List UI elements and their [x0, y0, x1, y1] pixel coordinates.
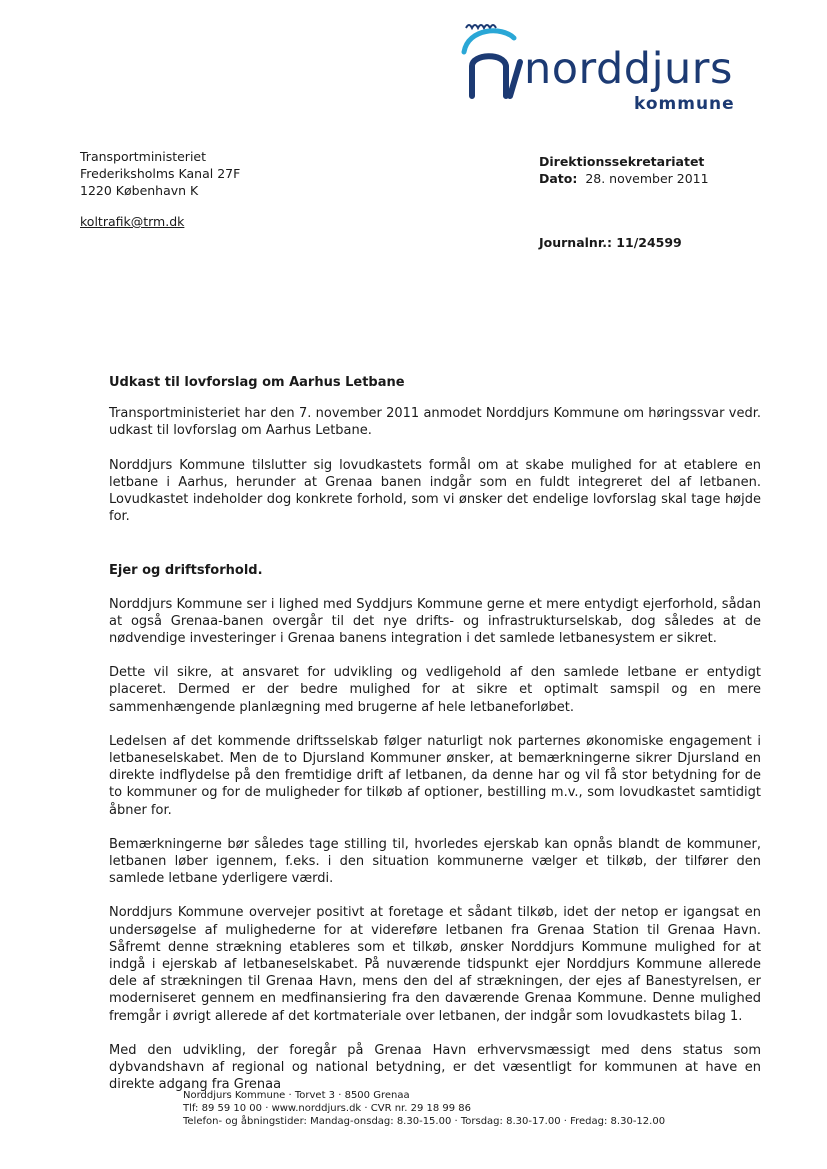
logo-emblem-icon: [458, 14, 528, 104]
recipient-address: [80, 148, 240, 199]
journal-number: Journalnr.: 11/24599: [539, 235, 682, 250]
letter-body: [109, 374, 761, 1094]
footer-line3: Telefon- og åbningstider: Mandag-onsdag: 8.30-15.00 · Torsdag: 8.30-17.00 · Fredag: 8.30-12.00: [183, 1116, 666, 1127]
page-footer: [183, 1089, 665, 1128]
recipient-email-link[interactable]: koltrafik@trm.dk: [80, 214, 185, 229]
letter-meta: [539, 153, 709, 187]
logo-wordmark: norddjurs: [524, 44, 733, 94]
paragraph-5: Ledelsen af det kommende driftsselskab følger naturligt nok parternes økonomiske engagement i letbaneselskabet. Men de to Djursland Kommuner ønsker, at bemærkningerne sikrer Djursland en direkte indflydelse på den fremtidige drift af letbanen, da denne har og vil få stor betydning for de to kommuner og for de muligheder for tilkøb af optioner, bestilling m.v., som lovudkastet samtidigt åbner for.: [109, 733, 761, 818]
norddjurs-logo: [458, 14, 758, 124]
recipient-line3: 1220 København K: [80, 183, 199, 198]
footer-line2: Tlf: 89 59 10 00 · www.norddjurs.dk · CVR nr. 29 18 99 86: [183, 1103, 472, 1114]
recipient-line2: Frederiksholms Kanal 27F: [80, 166, 241, 181]
paragraph-8: Med den udvikling, der foregår på Grenaa Havn erhvervsmæssigt med dens status som dybvandshavn af regional og national betydning, er det væsentligt for kommunen at have en direkte adgang fra Grenaa: [109, 1042, 761, 1093]
section-heading: Ejer og driftsforhold.: [109, 563, 263, 579]
department: Direktionssekretariatet: [539, 154, 705, 169]
letter-title: Udkast til lovforslag om Aarhus Letbane: [109, 375, 405, 390]
paragraph-1: Transportministeriet har den 7. november 2011 anmodet Norddjurs Kommune om høringssvar vedr. udkast til lovforslag om Aarhus Letbane.: [109, 406, 761, 439]
paragraph-3: Norddjurs Kommune ser i lighed med Syddjurs Kommune gerne et mere entydigt ejerforhold, sådan at også Grenaa-banen overgår til det nye drifts- og infrastrukturselskab, dog således at de nødvendige investeringer i Grenaa banens integration i det samlede letbanesystem er sikret.: [109, 596, 761, 647]
date-label: Dato:: [539, 171, 578, 186]
date-value: 28. november 2011: [585, 171, 709, 186]
paragraph-2: Norddjurs Kommune tilslutter sig lovudkastets formål om at skabe mulighed for at etablere en letbane i Aarhus, herunder at Grenaa banen indgår som en fuldt integreret del af letbanen. Lovudkastet indeholder dog konkrete forhold, som vi ønsker det endelige lovforslag skal tage højde for.: [109, 457, 761, 525]
paragraph-4: Dette vil sikre, at ansvaret for udvikling og vedligehold af den samlede letbane er entydigt placeret. Dermed er der bedre mulighed for at sikre et optimalt samspil og en mere sammenhængende planlægning med brugerne af hele letbaneforløbet.: [109, 665, 761, 715]
logo-subtitle: kommune: [634, 94, 735, 114]
recipient-line1: Transportministeriet: [80, 149, 207, 164]
footer-line1: Norddjurs Kommune · Torvet 3 · 8500 Grenaa: [183, 1090, 410, 1101]
date-row: [539, 170, 709, 187]
paragraph-7: Norddjurs Kommune overvejer positivt at foretage et sådant tilkøb, idet der netop er igangsat en undersøgelse af mulighederne for at videreføre letbanen fra Grenaa Station til Grenaa Havn. Såfremt denne strækning etableres som et tilkøb, ønsker Norddjurs Kommune mulighed for at indgå i ejerskab af letbaneselskabet. På nuværende tidspunkt ejer Norddjurs Kommune allerede dele af strækningen til Grenaa Havn, mens den del af strækningen, der ejes af Banestyrelsen, er moderniseret gennem en medfinansiering fra den daværende Grenaa Kommune. Denne mulighed fremgår i øvrigt allerede af det kortmateriale over letbanen, der indgår som lovudkastets bilag 1.: [109, 905, 761, 1024]
paragraph-6: Bemærkningerne bør således tage stilling til, hvorledes ejerskab kan opnås blandt de kommuner, letbanen løber igennem, f.eks. i den situation kommunerne vælger et tilkøb, der tilfører den samlede letbane yderligere værdi.: [109, 836, 761, 887]
